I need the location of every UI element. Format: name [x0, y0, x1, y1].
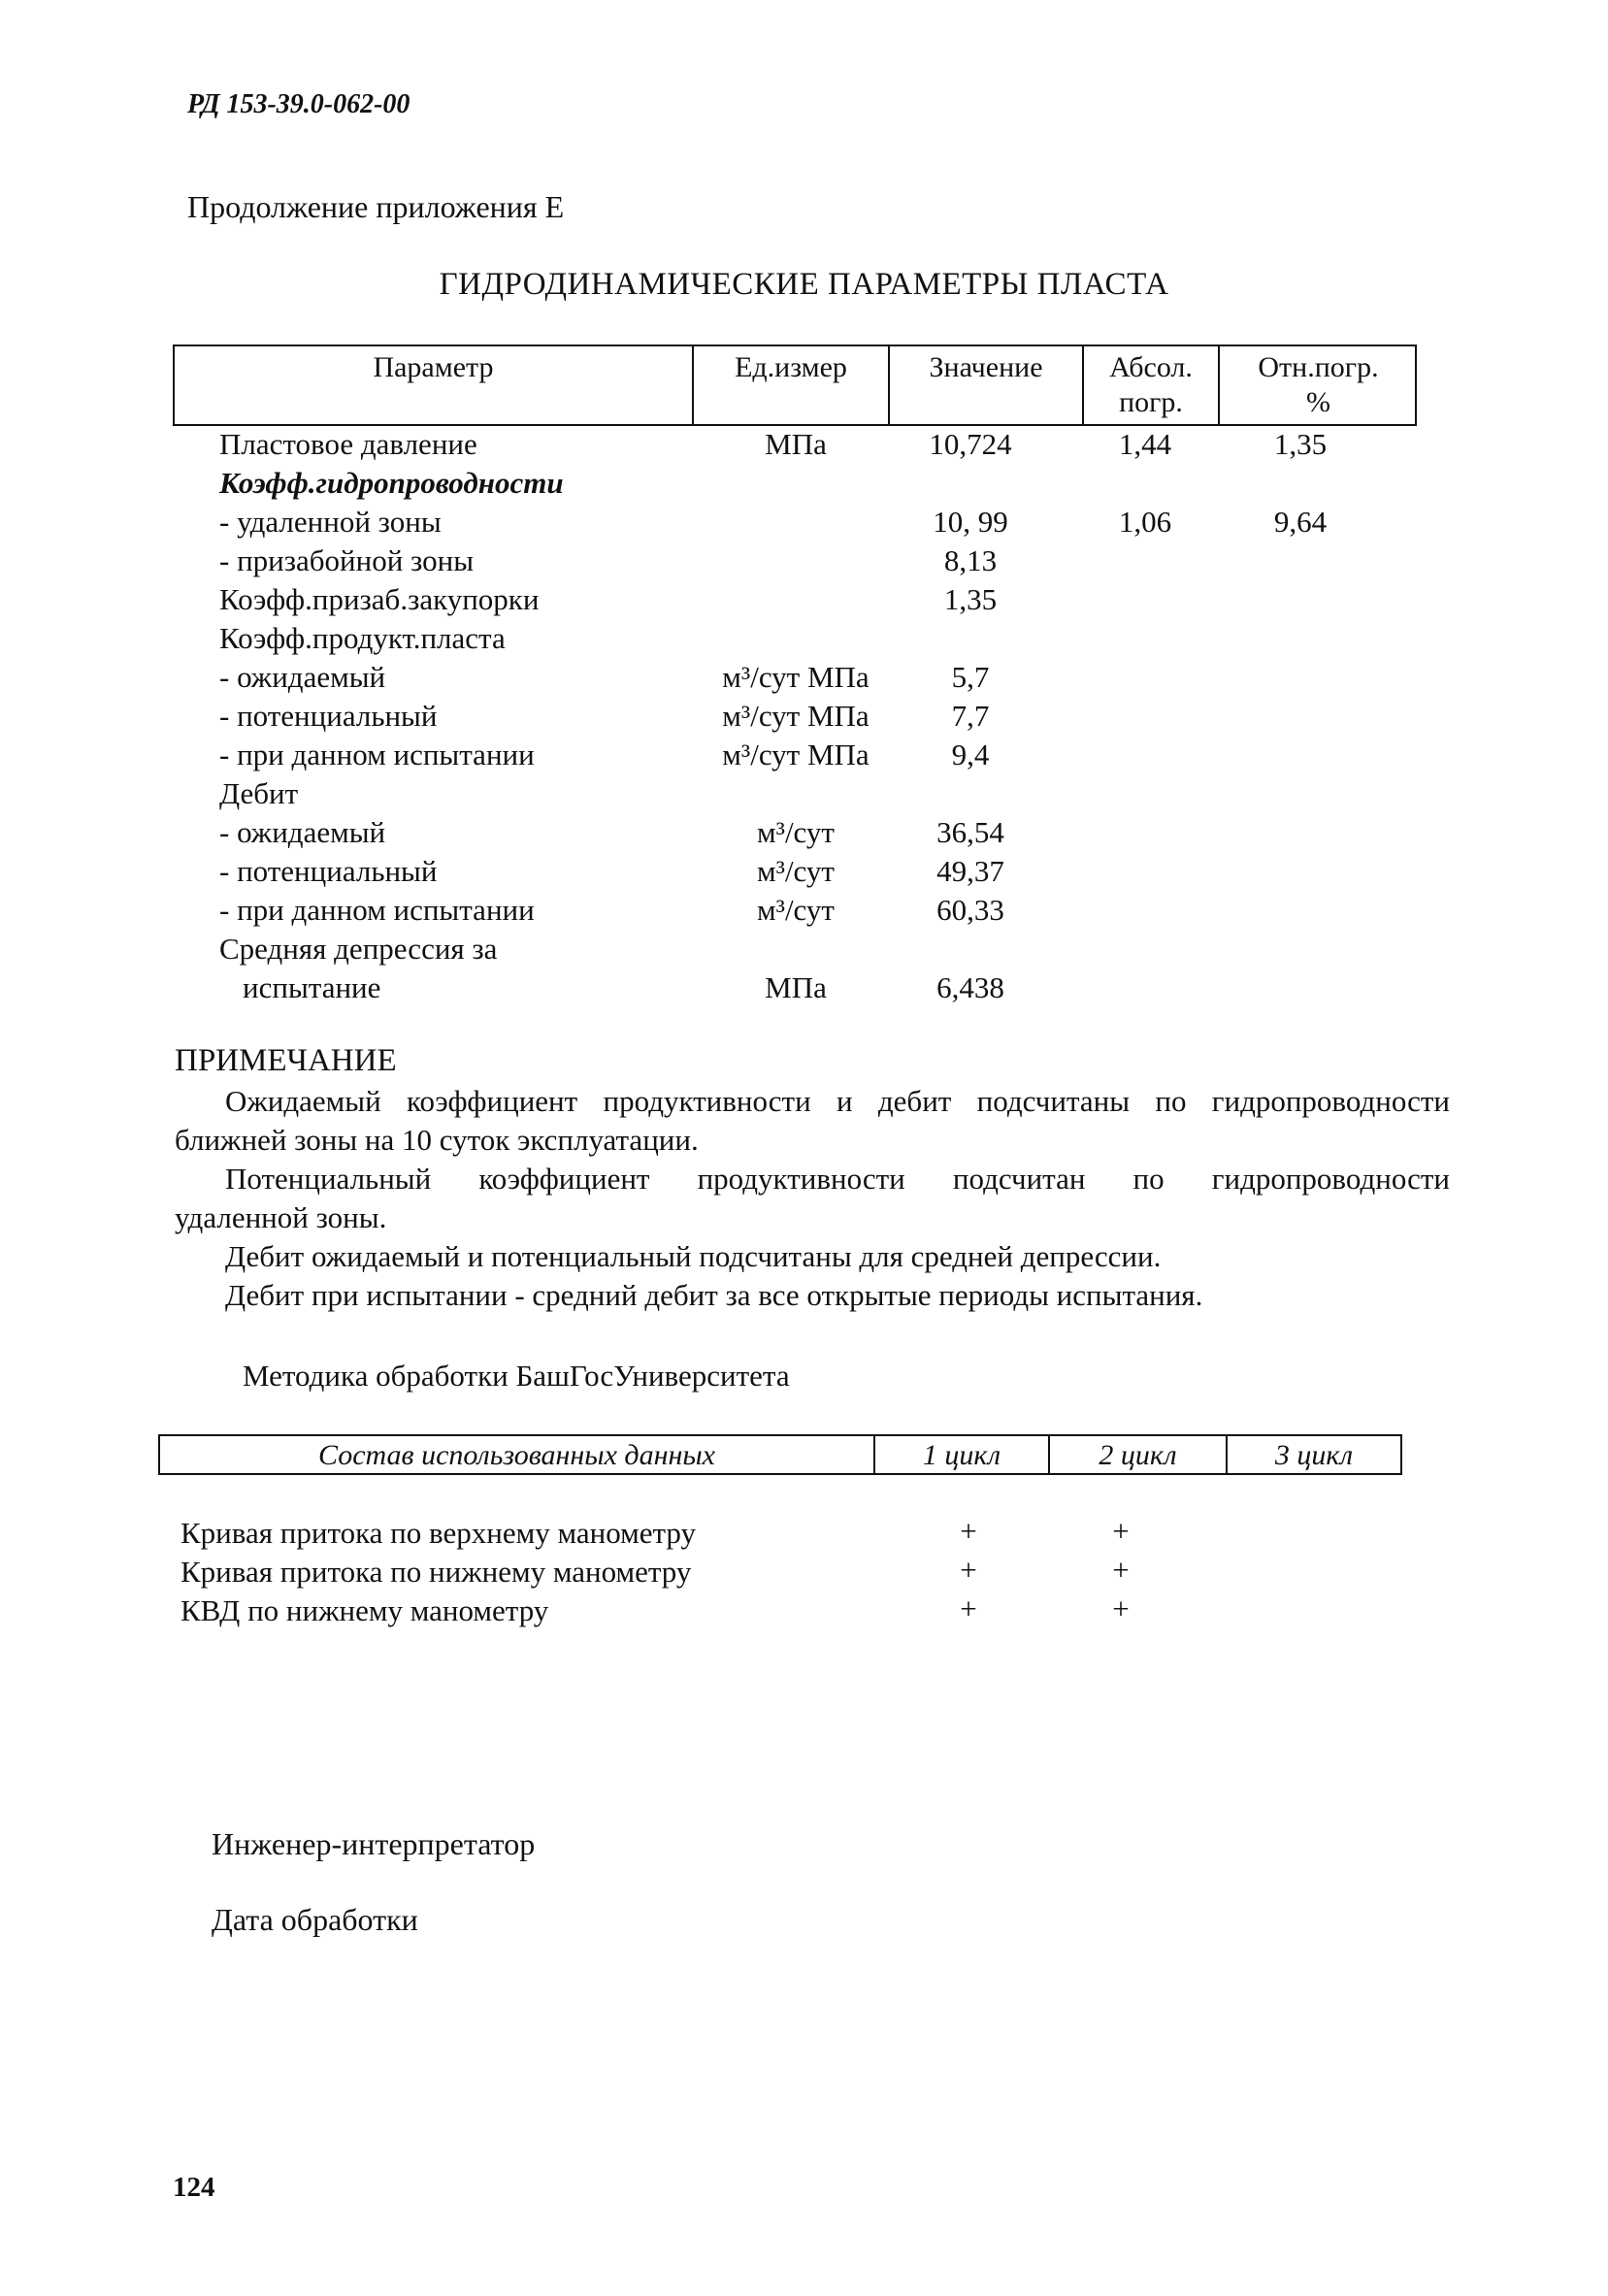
row-abs-error: 1,06 [1118, 505, 1172, 539]
header-abs-line1: Абсол. [1109, 351, 1193, 383]
row-abs-error: 1,44 [1118, 427, 1172, 461]
params-table-header [173, 344, 1417, 426]
note-paragraph-2-line-1: Потенциальный коэффициент продуктивности подсчитан по гидропроводности [225, 1162, 1450, 1196]
data-row-cycle-2: + [1112, 1514, 1130, 1548]
row-unit: м³/сут МПа [722, 738, 870, 771]
row-name: Коэфф.продукт.пласта [219, 621, 506, 655]
row-name: - потенциальный [219, 699, 438, 733]
header-composition: Состав использованных данных [318, 1439, 715, 1471]
header-param: Параметр [373, 351, 494, 383]
document-code: РД 153-39.0-062-00 [187, 89, 410, 119]
row-rel-error: 1,35 [1273, 427, 1328, 461]
header-rel-error [1220, 350, 1417, 420]
header-cycle-3: 3 цикл [1274, 1439, 1354, 1471]
data-row-cycle-1: + [960, 1553, 977, 1587]
row-value: 60,33 [936, 893, 1004, 927]
note-paragraph-2-line-2: удаленной зоны. [175, 1200, 387, 1234]
data-row-cycle-2: + [1112, 1591, 1130, 1625]
note-paragraph-1-line-1: Ожидаемый коэффициент продуктивности и дебит подсчитаны по гидропроводности [225, 1084, 1450, 1118]
row-name: Пластовое давление [219, 427, 477, 461]
row-name: - ожидаемый [219, 815, 386, 849]
row-value: 1,35 [943, 582, 998, 616]
row-value: 6,438 [936, 970, 1004, 1004]
method-label: Методика обработки БашГосУниверситета [243, 1359, 790, 1393]
row-value: 7,7 [951, 699, 990, 733]
row-value: 9,4 [951, 738, 990, 771]
row-value: 10,724 [929, 427, 1012, 461]
row-name: - ожидаемый [219, 660, 386, 694]
row-name: Коэфф.гидропроводности [219, 466, 564, 500]
row-unit: м³/сут МПа [722, 660, 870, 694]
header-value: Значение [929, 351, 1043, 383]
row-value: 10, 99 [933, 505, 1008, 539]
data-row-cycle-2: + [1112, 1553, 1130, 1587]
row-name: - призабойной зоны [219, 543, 475, 577]
processing-date-label: Дата обработки [212, 1902, 418, 1937]
row-name: - потенциальный [219, 854, 438, 888]
data-row-cycle-1: + [960, 1514, 977, 1548]
row-rel-error: 9,64 [1273, 505, 1328, 539]
row-name: - при данном испытании [219, 893, 535, 927]
row-unit: МПа [765, 427, 827, 461]
header-abs-error [1084, 350, 1218, 420]
engineer-label: Инженер-интерпретатор [212, 1826, 536, 1861]
row-unit: м³/сут МПа [722, 699, 870, 733]
header-cycle-2: 2 цикл [1099, 1439, 1177, 1471]
header-rel-line1: Отн.погр. [1258, 351, 1379, 383]
note-paragraph-3: Дебит ожидаемый и потенциальный подсчитаны для средней депрессии. [225, 1239, 1162, 1273]
page-title: ГИДРОДИНАМИЧЕСКИЕ ПАРАМЕТРЫ ПЛАСТА [439, 267, 1169, 302]
page-number: 124 [173, 2172, 215, 2203]
row-value: 49,37 [936, 854, 1004, 888]
row-name: Дебит [219, 776, 299, 810]
row-unit: МПа [765, 970, 827, 1004]
note-paragraph-1-line-2: ближней зоны на 10 суток эксплуатации. [175, 1123, 699, 1157]
header-cycle-1: 1 цикл [922, 1439, 1001, 1471]
header-abs-line2: погр. [1119, 386, 1183, 418]
data-row-name: Кривая притока по нижнему манометру [180, 1555, 692, 1589]
row-name: - при данном испытании [219, 738, 535, 771]
row-unit: м³/сут [757, 893, 835, 927]
row-name: Коэфф.призаб.закупорки [219, 582, 540, 616]
note-title: ПРИМЕЧАНИЕ [175, 1043, 397, 1078]
row-value: 36,54 [936, 815, 1004, 849]
row-unit: м³/сут [757, 854, 835, 888]
row-value: 8,13 [943, 543, 998, 577]
row-value: 5,7 [951, 660, 990, 694]
data-row-name: КВД по нижнему манометру [180, 1593, 549, 1627]
data-row-cycle-1: + [960, 1591, 977, 1625]
note-paragraph-4: Дебит при испытании - средний дебит за все открытые периоды испытания. [225, 1278, 1203, 1312]
continuation-label: Продолжение приложения Е [187, 189, 565, 224]
data-row-name: Кривая притока по верхнему манометру [180, 1516, 697, 1550]
row-name: Средняя депрессия за [219, 932, 498, 966]
header-rel-line2: % [1306, 386, 1330, 418]
header-unit: Ед.измер [735, 351, 847, 383]
row-name: испытание [243, 970, 381, 1004]
row-name: - удаленной зоны [219, 505, 442, 539]
row-unit: м³/сут [757, 815, 835, 849]
data-table-header [158, 1434, 1402, 1475]
